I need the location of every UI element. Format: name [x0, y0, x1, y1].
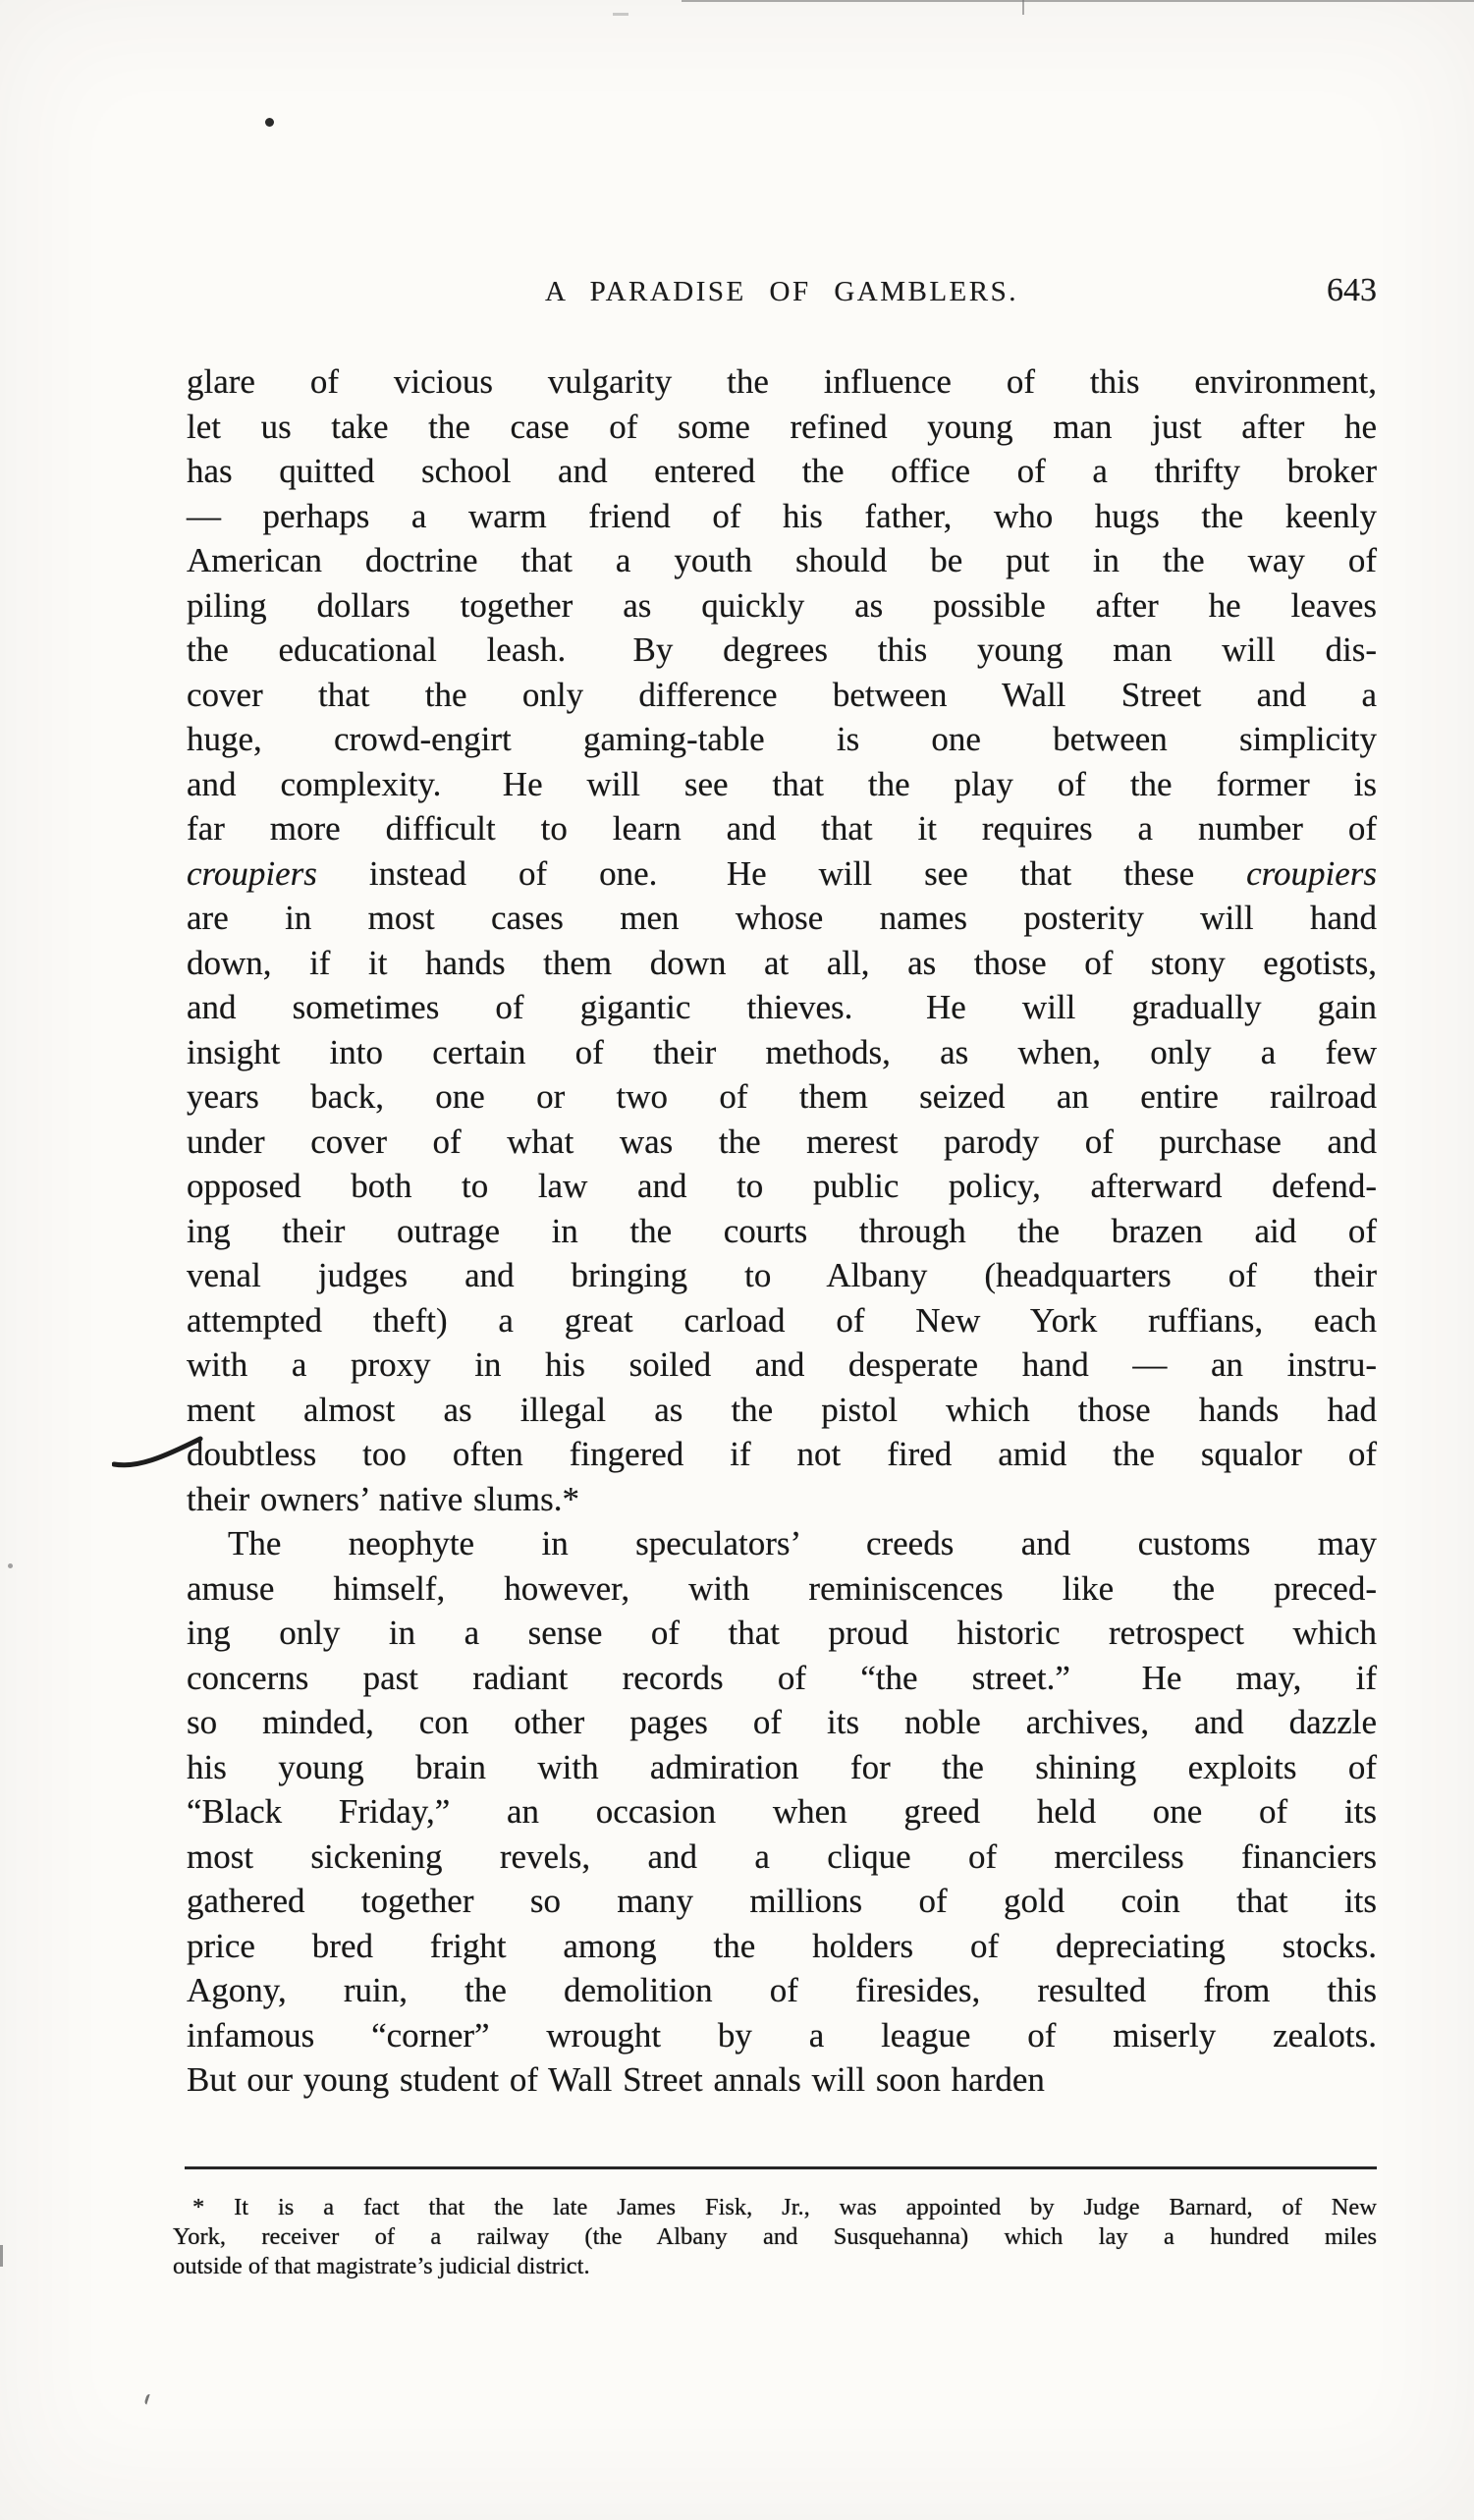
text-line: has quitted school and entered the office of a thrifty broker: [187, 452, 1377, 490]
pen-stroke-mark: [112, 1435, 204, 1470]
text-line: amuse himself, however, with reminiscences like the preced-: [187, 1568, 1377, 1608]
page-edge-tick-icon: [613, 13, 628, 16]
paragraph: [187, 359, 1377, 1521]
text-line: huge, crowd-engirt gaming-table is one between simplicity: [187, 720, 1377, 758]
text-line: his young brain with admiration for the shining exploits of: [187, 1747, 1377, 1786]
text-line: piling dollars together as quickly as possible after he leaves: [187, 585, 1377, 625]
text-line: price bred fright among the holders of depreciating stocks.: [187, 1926, 1377, 1965]
text-line: cover that the only difference between Wall Street and a: [187, 675, 1377, 714]
text-line: the educational leash. By degrees this young man will dis-: [187, 630, 1377, 669]
footnote-rule: [185, 2166, 1377, 2169]
footnote-line: * It is a fact that the late James Fisk, Jr., was appointed by Judge Barnard, of New: [192, 2194, 1377, 2220]
ink-speck-mark: [143, 2393, 153, 2406]
text-line: and complexity. He will see that the play of the former is: [187, 764, 1377, 803]
text-line: down, if it hands them down at all, as those of stony egotists,: [187, 943, 1377, 982]
text-line: so minded, con other pages of its noble archives, and dazzle: [187, 1703, 1377, 1741]
paragraph: [187, 1521, 1377, 2103]
page-number: 643: [1327, 272, 1377, 308]
text-line: are in most cases men whose names posterity will hand: [187, 899, 1377, 937]
text-line: croupiers instead of one. He will see that these croupiers: [187, 853, 1377, 893]
text-line: — perhaps a warm friend of his father, who hugs the keenly: [187, 496, 1377, 535]
text-line: ing only in a sense of that proud historic retrospect which: [187, 1614, 1377, 1652]
text-line: ing their outrage in the courts through the brazen aid of: [187, 1211, 1377, 1250]
ink-speck-mark: [8, 1563, 13, 1568]
text-line: The neophyte in speculators’ creeds and customs may: [228, 1524, 1377, 1562]
page-edge-tick-icon: [1022, 0, 1024, 15]
text-line: ment almost as illegal as the pistol which those hands had: [187, 1390, 1377, 1429]
text-line: glare of vicious vulgarity the influence of this environment,: [187, 362, 1377, 401]
text-line: attempted theft) a great carload of New York ruffians, each: [187, 1300, 1377, 1340]
text-line: insight into certain of their methods, as when, only a few: [187, 1032, 1377, 1071]
footnote-line: outside of that magistrate’s judicial district.: [173, 2253, 590, 2279]
text-line: “Black Friday,” an occasion when greed held one of its: [187, 1792, 1377, 1831]
running-title: A PARADISE OF GAMBLERS.: [545, 276, 1018, 307]
page-edge-tick-icon: [0, 2245, 3, 2267]
page-header: [187, 272, 1377, 321]
text-line: venal judges and bringing to Albany (headquarters of their: [187, 1256, 1377, 1294]
text-line: American doctrine that a youth should be put in the way of: [187, 541, 1377, 579]
text-line: and sometimes of gigantic thieves. He will gradually gain: [187, 988, 1377, 1026]
body-text: [187, 359, 1377, 2103]
text-line: opposed both to law and to public policy, afterward defend-: [187, 1167, 1377, 1205]
footnote: [173, 2193, 1377, 2281]
text-line: with a proxy in his soiled and desperate hand — an instru-: [187, 1345, 1377, 1384]
text-line: infamous “corner” wrought by a league of miserly zealots.: [187, 2015, 1377, 2054]
text-line: their owners’ native slums.*: [187, 1479, 579, 1518]
text-line: gathered together so many millions of gold coin that its: [187, 1882, 1377, 1920]
text-line: Agony, ruin, the demolition of firesides, resulted from this: [187, 1971, 1377, 2009]
text-line: doubtless too often fingered if not fired amid the squalor of: [187, 1435, 1377, 1473]
ink-dot-mark: [265, 118, 274, 127]
text-line: years back, one or two of them seized an entire railroad: [187, 1077, 1377, 1116]
text-line: But our young student of Wall Street annals will soon harden: [187, 2060, 1045, 2099]
text-line: far more difficult to learn and that it requires a number of: [187, 809, 1377, 848]
text-line: let us take the case of some refined young man just after he: [187, 407, 1377, 446]
text-line: most sickening revels, and a clique of merciless financiers: [187, 1836, 1377, 1876]
text-line: under cover of what was the merest parody of purchase and: [187, 1122, 1377, 1161]
page-edge-line: [682, 0, 1474, 2]
text-line: concerns past radiant records of “the street.” He may, if: [187, 1658, 1377, 1697]
footnote-line: York, receiver of a railway (the Albany and Susquehanna) which lay a hundred miles: [173, 2223, 1377, 2250]
